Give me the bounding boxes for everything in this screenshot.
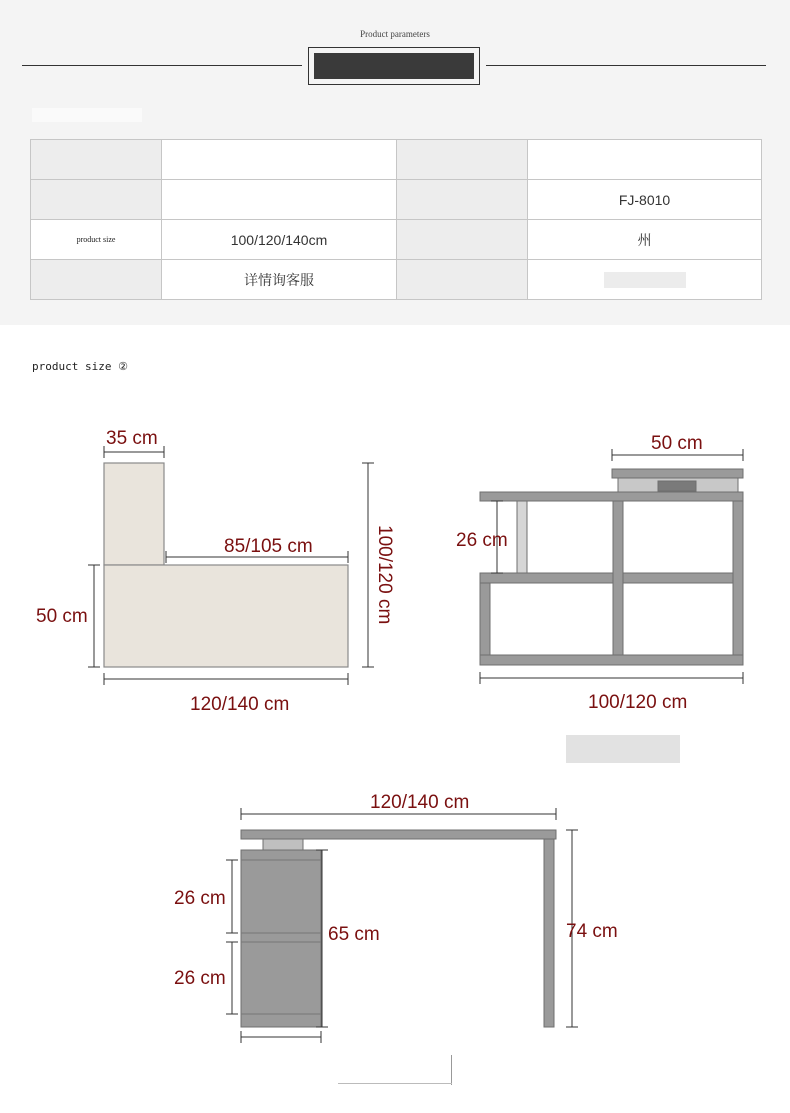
dim-side-drawer-lower: 26 cm: [174, 968, 226, 989]
side-view: [241, 830, 556, 1027]
top-shelf-cap: [612, 469, 743, 478]
side-desktop: [241, 830, 556, 839]
header-caption: Product parameters: [360, 29, 430, 39]
dim-side-desk-height: 74 cm: [566, 921, 618, 942]
product-size-label: product size: [31, 220, 162, 260]
dim-top-gap: 26 cm: [456, 530, 508, 551]
center-upright: [613, 501, 623, 665]
side-swivel-block: [263, 839, 303, 850]
support-pillar: [517, 501, 527, 573]
section-title: product size ②: [32, 360, 128, 373]
top-view: [480, 469, 743, 665]
dim-front-desk-depth: 85/105 cm: [224, 536, 313, 557]
dim-top-width-bottom: 100/120 cm: [588, 692, 688, 713]
side-cabinet: [241, 850, 321, 1027]
top-drawer-handle: [658, 481, 696, 491]
dim-front-width-bottom: 120/140 cm: [190, 694, 290, 715]
bottom-divider-vertical: [451, 1055, 452, 1085]
dim-side-cabinet-height: 65 cm: [328, 924, 380, 945]
front-hutch-panel: [104, 463, 164, 565]
product-size-value: 100/120/140cm: [162, 220, 397, 260]
table-cell: 州: [528, 220, 762, 260]
gray-label-block: [566, 735, 680, 763]
contact-service-cell: 详情询客服: [162, 260, 397, 300]
front-desk-panel: [104, 565, 348, 667]
dim-top-width-top: 50 cm: [651, 433, 703, 454]
dim-side-width-top: 120/140 cm: [370, 792, 470, 813]
side-desk-leg: [544, 839, 554, 1027]
bottom-shelf-board: [480, 655, 743, 665]
right-upright: [733, 501, 743, 665]
middle-shelf-board: [480, 573, 743, 583]
left-upright: [480, 583, 490, 665]
dim-side-drawer-upper: 26 cm: [174, 888, 226, 909]
front-view: [104, 463, 348, 667]
bottom-divider-horizontal: [338, 1083, 452, 1084]
dim-front-side-height: 50 cm: [36, 606, 88, 627]
upper-shelf-board: [480, 492, 743, 501]
model-number-cell: FJ-8010: [528, 180, 762, 220]
dim-front-width-top: 35 cm: [106, 428, 158, 449]
dim-front-total-height: 100/120 cm: [374, 525, 395, 625]
